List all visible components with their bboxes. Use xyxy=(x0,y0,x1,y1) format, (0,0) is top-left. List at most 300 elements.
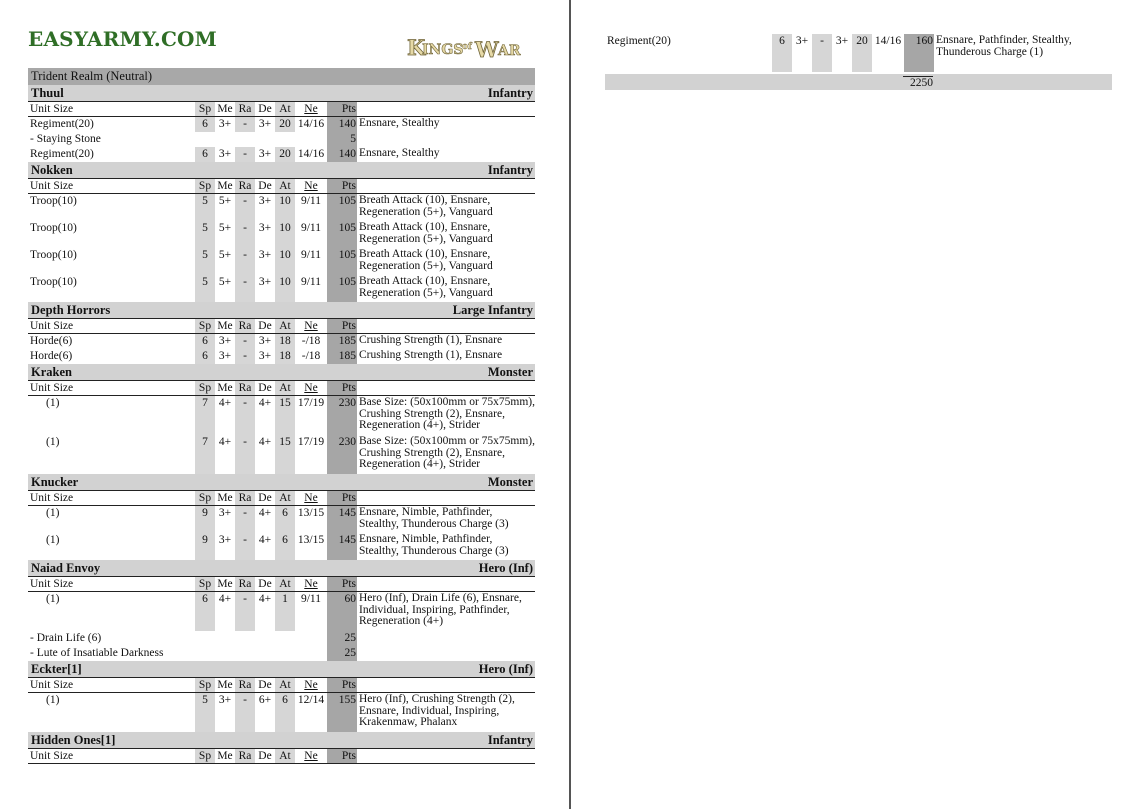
unit-type: Monster xyxy=(487,475,533,489)
stat-me: 3+ xyxy=(795,35,809,47)
col-special xyxy=(357,179,535,193)
stat-de: 3+ xyxy=(258,148,272,160)
special-rules xyxy=(357,631,535,646)
col-ra: Ra xyxy=(235,179,255,193)
column-header-row xyxy=(28,749,535,764)
stat-me: 3+ xyxy=(218,694,232,706)
stat-pts: 25 xyxy=(327,631,357,646)
stat-ne: 14/16 xyxy=(297,118,325,130)
col-ne: Ne xyxy=(304,320,318,332)
unit-row xyxy=(28,396,535,435)
column-header-row xyxy=(28,381,535,396)
unit-type: Infantry xyxy=(487,86,533,100)
col-de: De xyxy=(258,103,272,115)
stat-at: 20 xyxy=(852,34,872,72)
col-special xyxy=(357,749,535,763)
page-divider xyxy=(569,0,571,809)
special-rules: Ensnare, Nimble, Pathfinder, Stealthy, Thunderous Charge (3) xyxy=(359,533,509,557)
stat-de: 3+ xyxy=(258,195,272,207)
stat-de: 3+ xyxy=(258,118,272,130)
stat-ne: 17/19 xyxy=(297,436,325,448)
col-ra: Ra xyxy=(235,319,255,333)
col-pts: Pts xyxy=(327,491,357,505)
col-pts: Pts xyxy=(327,678,357,692)
col-at: At xyxy=(275,179,295,193)
stat-me: 5+ xyxy=(218,195,232,207)
stat-sp: 7 xyxy=(195,435,215,474)
army-name: Trident Realm (Neutral) xyxy=(28,68,535,85)
col-unit-size: Unit Size xyxy=(30,492,74,504)
special-rules xyxy=(357,646,535,661)
stat-sp: 5 xyxy=(195,693,215,732)
col-me: Me xyxy=(217,382,233,394)
unit-block xyxy=(28,302,535,364)
unit-block xyxy=(28,364,535,474)
col-ne: Ne xyxy=(304,492,318,504)
stat-ne: -/18 xyxy=(301,350,321,362)
stat-ra: - xyxy=(235,396,255,435)
stat-ra: - xyxy=(235,334,255,349)
upgrade-row xyxy=(28,646,535,661)
special-rules: Hero (Inf), Drain Life (6), Ensnare, Individual, Inspiring, Pathfinder, Regeneration (4+) xyxy=(359,592,522,627)
stat-de: 4+ xyxy=(258,397,272,409)
stat-pts: 145 xyxy=(327,533,357,560)
unit-size: Troop(10) xyxy=(30,276,77,288)
stat-sp: 5 xyxy=(195,275,215,302)
unit-type: Hero (Inf) xyxy=(478,662,533,676)
unit-name: Hidden Ones[1] xyxy=(31,733,116,747)
stat-de: 3+ xyxy=(258,222,272,234)
col-sp: Sp xyxy=(195,749,215,763)
stat-me: 3+ xyxy=(218,507,232,519)
unit-row xyxy=(28,435,535,474)
col-ra: Ra xyxy=(235,749,255,763)
unit-name: Knucker xyxy=(31,475,79,489)
unit-header xyxy=(28,474,535,491)
col-special xyxy=(357,678,535,692)
stat-ra xyxy=(235,631,255,646)
svg-text:AR: AR xyxy=(498,43,521,59)
stat-ne: 14/16 xyxy=(297,148,325,160)
stat-sp: 6 xyxy=(195,334,215,349)
col-unit-size: Unit Size xyxy=(30,382,74,394)
stat-ra: - xyxy=(235,147,255,162)
unit-name: Kraken xyxy=(31,365,72,379)
stat-ra: - xyxy=(812,34,832,72)
site-brand[interactable]: EASYARMY.COM xyxy=(28,27,218,51)
stat-de: 3+ xyxy=(258,335,272,347)
unit-name: Thuul xyxy=(31,86,64,100)
stat-me: 3+ xyxy=(218,350,232,362)
unit-row xyxy=(28,221,535,248)
stat-at: 15 xyxy=(275,435,295,474)
svg-text:of: of xyxy=(462,42,472,52)
stat-de xyxy=(255,646,275,661)
total-points: 2250 xyxy=(903,76,933,90)
unit-block xyxy=(28,474,535,560)
col-at: At xyxy=(275,491,295,505)
unit-name: Nokken xyxy=(31,163,73,177)
stat-ra: - xyxy=(235,275,255,302)
unit-size: Horde(6) xyxy=(30,335,73,347)
stat-pts: 25 xyxy=(327,646,357,661)
col-at: At xyxy=(275,381,295,395)
unit-row xyxy=(28,275,535,302)
stat-me: 5+ xyxy=(218,276,232,288)
stat-me: 4+ xyxy=(218,593,232,605)
stat-ra: - xyxy=(235,592,255,631)
kings-of-war-logo xyxy=(405,31,535,63)
stat-ne: 9/11 xyxy=(300,222,322,234)
stat-sp: 5 xyxy=(195,194,215,221)
army-list-page-left xyxy=(28,68,535,764)
special-rules: Ensnare, Nimble, Pathfinder, Stealthy, Thunderous Charge (3) xyxy=(359,506,509,530)
stat-pts: 155 xyxy=(327,693,357,732)
upgrade-row xyxy=(28,631,535,646)
stat-ra xyxy=(235,646,255,661)
army-list-page-right xyxy=(605,34,1112,72)
stat-pts: 60 xyxy=(327,592,357,631)
svg-text:INGS: INGS xyxy=(422,42,464,58)
col-sp: Sp xyxy=(195,179,215,193)
stat-pts: 230 xyxy=(327,435,357,474)
special-rules: Base Size: (50x100mm or 75x75mm), Crushing Strength (2), Ensnare, Regeneration (4+), Strider xyxy=(359,396,535,431)
col-unit-size: Unit Size xyxy=(30,578,74,590)
unit-size: (1) xyxy=(46,694,60,706)
stat-at: 18 xyxy=(275,334,295,349)
stat-de: 4+ xyxy=(258,507,272,519)
col-special xyxy=(357,381,535,395)
stat-ra: - xyxy=(235,117,255,132)
unit-size: (1) xyxy=(46,593,60,605)
col-pts: Pts xyxy=(327,577,357,591)
stat-pts: 140 xyxy=(327,117,357,132)
unit-row xyxy=(605,34,1112,72)
col-pts: Pts xyxy=(327,381,357,395)
stat-ne: 17/19 xyxy=(297,397,325,409)
stat-sp xyxy=(195,132,215,147)
special-rules: Breath Attack (10), Ensnare, Regeneration (5+), Vanguard xyxy=(359,221,493,245)
col-at: At xyxy=(275,749,295,763)
stat-ne: 13/15 xyxy=(297,534,325,546)
col-sp: Sp xyxy=(195,678,215,692)
stat-at: 10 xyxy=(275,248,295,275)
unit-size: (1) xyxy=(46,534,60,546)
stat-ne xyxy=(295,132,327,147)
stat-at: 1 xyxy=(275,592,295,631)
stat-ne xyxy=(295,646,327,661)
col-at: At xyxy=(275,577,295,591)
stat-at: 10 xyxy=(275,194,295,221)
stat-at xyxy=(275,631,295,646)
stat-pts: 145 xyxy=(327,506,357,533)
unit-row xyxy=(28,334,535,349)
col-ne: Ne xyxy=(304,679,318,691)
col-me: Me xyxy=(217,578,233,590)
col-ne: Ne xyxy=(304,103,318,115)
col-me: Me xyxy=(217,320,233,332)
unit-block xyxy=(28,661,535,732)
unit-type: Large Infantry xyxy=(452,303,533,317)
col-ra: Ra xyxy=(235,678,255,692)
col-ne: Ne xyxy=(304,180,318,192)
unit-size: Regiment(20) xyxy=(30,118,94,130)
col-pts: Pts xyxy=(327,319,357,333)
stat-de: 3+ xyxy=(258,249,272,261)
col-sp: Sp xyxy=(195,491,215,505)
stat-pts: 140 xyxy=(327,147,357,162)
stat-de xyxy=(255,631,275,646)
special-rules: Breath Attack (10), Ensnare, Regeneration (5+), Vanguard xyxy=(359,194,493,218)
unit-type: Infantry xyxy=(487,733,533,747)
col-de: De xyxy=(258,578,272,590)
stat-ra: - xyxy=(235,194,255,221)
stat-at: 6 xyxy=(275,533,295,560)
stat-ra: - xyxy=(235,693,255,732)
stat-de: 3+ xyxy=(835,35,849,47)
unit-header xyxy=(28,661,535,678)
unit-size: Troop(10) xyxy=(30,195,77,207)
stat-me: 4+ xyxy=(218,397,232,409)
col-pts: Pts xyxy=(327,102,357,116)
stat-at xyxy=(275,646,295,661)
unit-size: Regiment(20) xyxy=(30,148,94,160)
stat-me xyxy=(215,646,235,661)
stat-at: 20 xyxy=(275,147,295,162)
col-ra: Ra xyxy=(235,577,255,591)
col-unit-size: Unit Size xyxy=(30,103,74,115)
unit-name: Naiad Envoy xyxy=(31,561,101,575)
stat-sp: 9 xyxy=(195,506,215,533)
stat-at: 20 xyxy=(275,117,295,132)
stat-me xyxy=(215,631,235,646)
stat-sp: 6 xyxy=(195,147,215,162)
column-header-row xyxy=(28,319,535,334)
stat-pts: 105 xyxy=(327,221,357,248)
col-de: De xyxy=(258,750,272,762)
col-at: At xyxy=(275,319,295,333)
stat-ra: - xyxy=(235,435,255,474)
unit-size: Horde(6) xyxy=(30,350,73,362)
svg-text:W: W xyxy=(475,37,499,62)
stat-me: 4+ xyxy=(218,436,232,448)
unit-type: Hero (Inf) xyxy=(478,561,533,575)
stat-de: 3+ xyxy=(258,276,272,288)
col-unit-size: Unit Size xyxy=(30,750,74,762)
stat-ne: 9/11 xyxy=(300,276,322,288)
stat-ne: 9/11 xyxy=(300,195,322,207)
special-rules: Hero (Inf), Crushing Strength (2), Ensnare, Individual, Inspiring, Krakenmaw, Phalanx xyxy=(359,693,515,728)
stat-de: 6+ xyxy=(258,694,272,706)
col-ra: Ra xyxy=(235,102,255,116)
stat-ne: 13/15 xyxy=(297,507,325,519)
stat-ne xyxy=(295,631,327,646)
stat-de xyxy=(255,132,275,147)
stat-sp: 6 xyxy=(195,349,215,364)
col-sp: Sp xyxy=(195,577,215,591)
stat-ra: - xyxy=(235,221,255,248)
unit-header xyxy=(28,162,535,179)
stat-ra: - xyxy=(235,349,255,364)
stat-at: 6 xyxy=(275,693,295,732)
col-sp: Sp xyxy=(195,319,215,333)
unit-size: - Drain Life (6) xyxy=(30,632,102,644)
stat-at: 10 xyxy=(275,221,295,248)
stat-ne: 12/14 xyxy=(297,694,325,706)
unit-row xyxy=(28,117,535,132)
col-special xyxy=(357,102,535,116)
special-rules: Crushing Strength (1), Ensnare xyxy=(359,334,503,346)
special-rules: Crushing Strength (1), Ensnare xyxy=(359,349,503,361)
unit-header xyxy=(28,560,535,577)
unit-header xyxy=(28,732,535,749)
stat-sp: 7 xyxy=(195,396,215,435)
unit-size: (1) xyxy=(46,397,60,409)
unit-row xyxy=(28,592,535,631)
stat-ra: - xyxy=(235,533,255,560)
unit-header xyxy=(28,85,535,102)
unit-row xyxy=(28,248,535,275)
col-special xyxy=(357,577,535,591)
unit-size: Troop(10) xyxy=(30,249,77,261)
stat-pts: 185 xyxy=(327,334,357,349)
stat-ne: 14/16 xyxy=(874,35,902,47)
col-pts: Pts xyxy=(327,749,357,763)
unit-block xyxy=(28,560,535,661)
unit-size: - Lute of Insatiable Darkness xyxy=(30,647,164,659)
unit-name: Eckter[1] xyxy=(31,662,82,676)
col-ne: Ne xyxy=(304,382,318,394)
stat-sp: 6 xyxy=(772,34,792,72)
col-special xyxy=(357,319,535,333)
col-ra: Ra xyxy=(235,381,255,395)
stat-me xyxy=(215,132,235,147)
stat-ne: 9/11 xyxy=(300,249,322,261)
column-header-row xyxy=(28,577,535,592)
stat-pts: 105 xyxy=(327,248,357,275)
unit-row xyxy=(28,194,535,221)
stat-pts: 230 xyxy=(327,396,357,435)
stat-at: 15 xyxy=(275,396,295,435)
stat-ra: - xyxy=(235,248,255,275)
svg-text:K: K xyxy=(407,35,426,60)
unit-row xyxy=(28,693,535,732)
stat-me: 3+ xyxy=(218,148,232,160)
column-header-row xyxy=(28,678,535,693)
stat-ra: - xyxy=(235,506,255,533)
column-header-row xyxy=(28,179,535,194)
stat-sp: 6 xyxy=(195,592,215,631)
special-rules: Base Size: (50x100mm or 75x75mm), Crushing Strength (2), Ensnare, Regeneration (4+), Strider xyxy=(359,435,535,470)
unit-block xyxy=(28,732,535,764)
stat-sp: 6 xyxy=(195,117,215,132)
unit-header xyxy=(28,302,535,319)
col-me: Me xyxy=(217,750,233,762)
units-container xyxy=(28,85,535,764)
stat-me: 3+ xyxy=(218,335,232,347)
stat-pts: 5 xyxy=(327,132,357,147)
unit-row xyxy=(28,349,535,364)
col-unit-size: Unit Size xyxy=(30,180,74,192)
col-unit-size: Unit Size xyxy=(30,679,74,691)
unit-row xyxy=(28,533,535,560)
unit-size: Troop(10) xyxy=(30,222,77,234)
col-ne: Ne xyxy=(304,578,318,590)
unit-row xyxy=(28,147,535,162)
stat-me: 3+ xyxy=(218,118,232,130)
stat-at: 18 xyxy=(275,349,295,364)
stat-sp xyxy=(195,646,215,661)
total-bar xyxy=(605,74,1112,90)
stat-pts: 105 xyxy=(327,194,357,221)
col-de: De xyxy=(258,382,272,394)
unit-size: (1) xyxy=(46,436,60,448)
stat-me: 3+ xyxy=(218,534,232,546)
stat-de: 4+ xyxy=(258,534,272,546)
stat-pts: 105 xyxy=(327,275,357,302)
stat-de: 4+ xyxy=(258,593,272,605)
special-rules: Ensnare, Pathfinder, Stealthy, Thunderous Charge (1) xyxy=(936,34,1072,58)
stat-ne: -/18 xyxy=(301,335,321,347)
col-me: Me xyxy=(217,492,233,504)
col-me: Me xyxy=(217,679,233,691)
col-ne: Ne xyxy=(304,750,318,762)
special-rules: Breath Attack (10), Ensnare, Regeneration (5+), Vanguard xyxy=(359,275,493,299)
special-rules: Ensnare, Stealthy xyxy=(359,117,440,129)
column-header-row xyxy=(28,102,535,117)
unit-type: Infantry xyxy=(487,163,533,177)
stat-me: 5+ xyxy=(218,222,232,234)
unit-size: Regiment(20) xyxy=(607,35,671,47)
unit-block xyxy=(28,85,535,162)
col-de: De xyxy=(258,679,272,691)
stat-ne: 9/11 xyxy=(300,593,322,605)
stat-at xyxy=(275,132,295,147)
col-sp: Sp xyxy=(195,102,215,116)
unit-size: (1) xyxy=(46,507,60,519)
col-sp: Sp xyxy=(195,381,215,395)
special-rules: Ensnare, Stealthy xyxy=(359,147,440,159)
unit-size: - Staying Stone xyxy=(30,133,101,145)
stat-sp xyxy=(195,631,215,646)
unit-header xyxy=(28,364,535,381)
stat-at: 6 xyxy=(275,506,295,533)
special-rules: Breath Attack (10), Ensnare, Regeneration (5+), Vanguard xyxy=(359,248,493,272)
col-de: De xyxy=(258,492,272,504)
special-rules xyxy=(357,132,535,147)
unit-name: Depth Horrors xyxy=(31,303,111,317)
col-me: Me xyxy=(217,180,233,192)
stat-de: 4+ xyxy=(258,436,272,448)
stat-at: 10 xyxy=(275,275,295,302)
stat-sp: 5 xyxy=(195,221,215,248)
col-at: At xyxy=(275,678,295,692)
col-pts: Pts xyxy=(327,179,357,193)
stat-de: 3+ xyxy=(258,350,272,362)
stat-pts: 185 xyxy=(327,349,357,364)
col-ra: Ra xyxy=(235,491,255,505)
stat-sp: 9 xyxy=(195,533,215,560)
col-de: De xyxy=(258,320,272,332)
unit-row xyxy=(28,506,535,533)
col-special xyxy=(357,491,535,505)
col-at: At xyxy=(275,102,295,116)
stat-ra xyxy=(235,132,255,147)
col-de: De xyxy=(258,180,272,192)
col-me: Me xyxy=(217,103,233,115)
unit-block xyxy=(28,162,535,302)
col-unit-size: Unit Size xyxy=(30,320,74,332)
